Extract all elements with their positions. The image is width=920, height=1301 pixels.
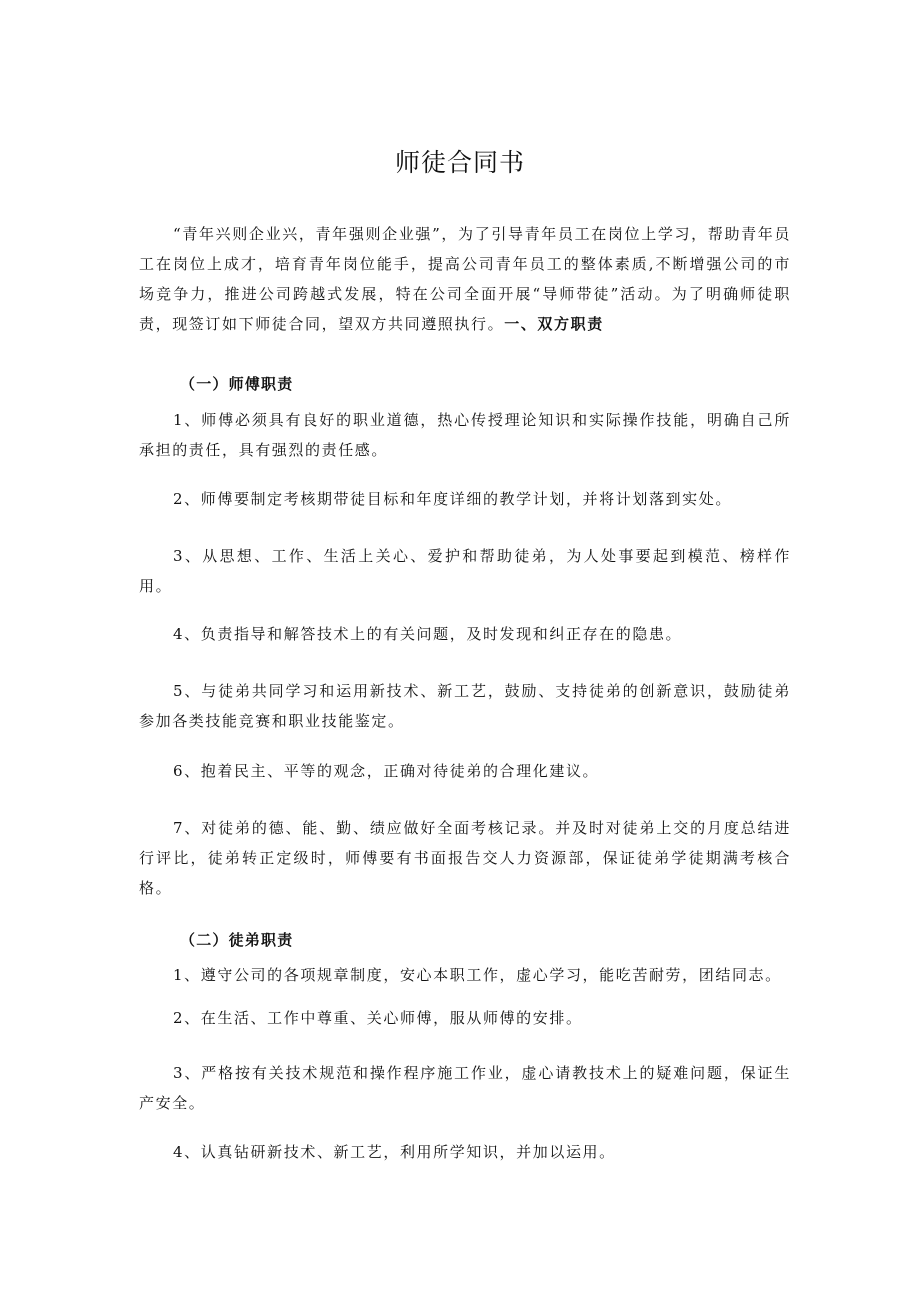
intro-text: “青年兴则企业兴，青年强则企业强”，为了引导青年员工在岗位上学习，帮助青年员工在岗位上成才，培育青年岗位能手，提高公司青年员工的整体素质,不断增强公司的市场竞争力，推进公司跨越式发展，特在公司全面开展“导师带徒”活动。为了明确师徒职责，现签订如下师徒合同，望双方共同遵照执行。 (139, 225, 791, 333)
intro-paragraph (139, 219, 791, 339)
master-duty-3: 3、从思想、工作、生活上关心、爱护和帮助徒弟，为人处事要起到模范、榜样作用。 (139, 547, 791, 595)
section-heading-master: （一）师傅职责 (180, 375, 294, 393)
section-heading-duties: 一、双方职责 (504, 315, 604, 333)
section-heading-apprentice: （二）徒弟职责 (180, 931, 294, 949)
apprentice-duty-1: 1、遵守公司的各项规章制度，安心本职工作，虚心学习，能吃苦耐劳，团结同志。 (173, 966, 782, 984)
master-duty-6: 6、抱着民主、平等的观念，正确对待徒弟的合理化建议。 (173, 762, 600, 780)
master-duty-2: 2、师傅要制定考核期带徒目标和年度详细的教学计划，并将计划落到实处。 (173, 490, 732, 508)
document-title: 师徒合同书 (394, 148, 525, 177)
master-duty-5: 5、与徒弟共同学习和运用新技术、新工艺，鼓励、支持徒弟的创新意识，鼓励徒弟参加各类技能竞赛和职业技能鉴定。 (139, 682, 791, 730)
master-duty-4: 4、负责指导和解答技术上的有关问题，及时发现和纠正存在的隐患。 (173, 625, 683, 643)
master-duty-1: 1、师傅必须具有良好的职业道德，热心传授理论知识和实际操作技能，明确自己所承担的责任，具有强烈的责任感。 (139, 411, 791, 459)
master-duty-7: 7、对徒弟的德、能、勤、绩应做好全面考核记录。并及时对徒弟上交的月度总结进行评比，徒弟转正定级时，师傅要有书面报告交人力资源部，保证徒弟学徒期满考核合格。 (139, 819, 791, 897)
apprentice-duty-2: 2、在生活、工作中尊重、关心师傅，服从师傅的安排。 (173, 1009, 583, 1027)
apprentice-duty-3: 3、严格按有关技术规范和操作程序施工作业，虚心请教技术上的疑难问题，保证生产安全。 (139, 1064, 791, 1112)
apprentice-duty-4: 4、认真钻研新技术、新工艺，利用所学知识，并加以运用。 (173, 1143, 616, 1161)
